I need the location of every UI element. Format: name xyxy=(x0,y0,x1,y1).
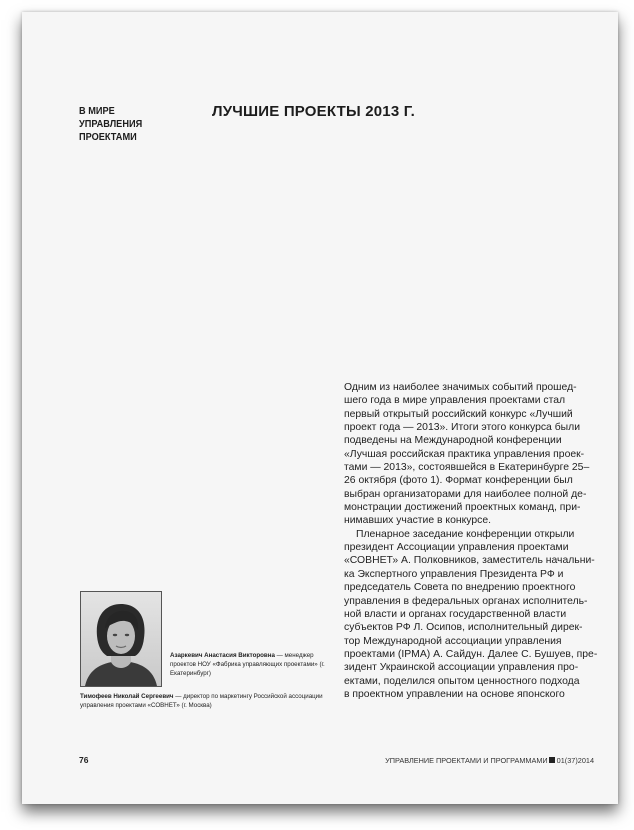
text-line: выбран организаторами для наиболее полной де- xyxy=(344,488,587,500)
author-photo xyxy=(80,591,162,687)
text-line: ной власти и органах государственной власти xyxy=(344,608,567,620)
section-heading xyxy=(79,105,180,144)
paragraph-1 xyxy=(344,381,594,528)
text-line: президент Ассоциации управления проектами xyxy=(344,542,569,554)
text-line: зидент Украинской ассоциации управления про- xyxy=(344,662,579,674)
text-line: ка Экспертного управления Президента РФ и xyxy=(344,568,564,580)
text-line: управления в федеральных органах исполнитель- xyxy=(344,595,588,607)
author1-description: — менеджер проектов НОУ «Фабрика управляющих проектами» (г. Екатеринбург) xyxy=(170,652,325,677)
text-line: проект года — 2013». Итоги этого конкурса были xyxy=(344,422,580,434)
text-line: монстрации достижений проектных команд, при- xyxy=(344,502,581,514)
text-line: ектами, поделился опытом ценностного подхода xyxy=(344,675,580,687)
magazine-page xyxy=(22,12,618,804)
text-line: тор Международной ассоциации управления xyxy=(344,635,562,647)
journal-footer xyxy=(385,756,594,765)
author1-name: Азаркевич Анастасия Викторовна xyxy=(170,652,275,659)
page-number: 76 xyxy=(79,755,89,765)
text-line: Пленарное заседание конференции открыли xyxy=(356,528,575,540)
text-line: шего года в мире управления проектами стал xyxy=(344,395,566,407)
section-heading-line2: ПРОЕКТАМИ xyxy=(79,132,137,143)
article-body xyxy=(344,381,598,701)
text-line: тами — 2013», состоявшейся в Екатеринбурге 25– xyxy=(344,462,590,474)
text-line: «СОВНЕТ» А. Полковников, заместитель начальни- xyxy=(344,555,595,567)
text-line: субъектов РФ Л. Осипов, исполнительный дирек- xyxy=(344,622,583,634)
journal-issue: 01(37)2014 xyxy=(556,756,594,765)
text-line: проектами (IPMA) А. Сайдун. Далее С. Бушуев, пре- xyxy=(344,648,598,660)
author-portrait-image xyxy=(81,592,161,686)
text-line: «Лучшая российская практика управления проек- xyxy=(344,448,585,460)
section-heading-line1: В МИРЕ УПРАВЛЕНИЯ xyxy=(79,106,143,130)
text-line: председатель Совета по внедрению проектного xyxy=(344,582,576,594)
author1-caption xyxy=(170,651,338,678)
author2-description: — директор по маркетингу Российской ассоциации управления проектами «СОВНЕТ» (г. Москва) xyxy=(80,693,323,709)
author2-caption xyxy=(80,692,338,710)
article-title: ЛУЧШИЕ ПРОЕКТЫ 2013 Г. xyxy=(212,103,415,120)
text-line: первый открытый российский конкурс «Лучший xyxy=(344,408,573,420)
journal-name: УПРАВЛЕНИЕ ПРОЕКТАМИ И ПРОГРАММАМИ xyxy=(385,756,548,765)
text-line: в проектном управлении на основе японского xyxy=(344,688,565,700)
text-line: Одним из наиболее значимых событий прошед- xyxy=(344,382,577,393)
square-separator-icon xyxy=(549,757,555,763)
author2-name: Тимофеев Николай Сергеевич xyxy=(80,693,174,700)
text-line: подведены на Международной конференции xyxy=(344,435,562,447)
text-line: нимавших участие в конкурсе. xyxy=(344,515,491,527)
text-line: 26 октября (фото 1). Формат конференции был xyxy=(344,475,573,487)
paragraph-2 xyxy=(344,528,598,701)
